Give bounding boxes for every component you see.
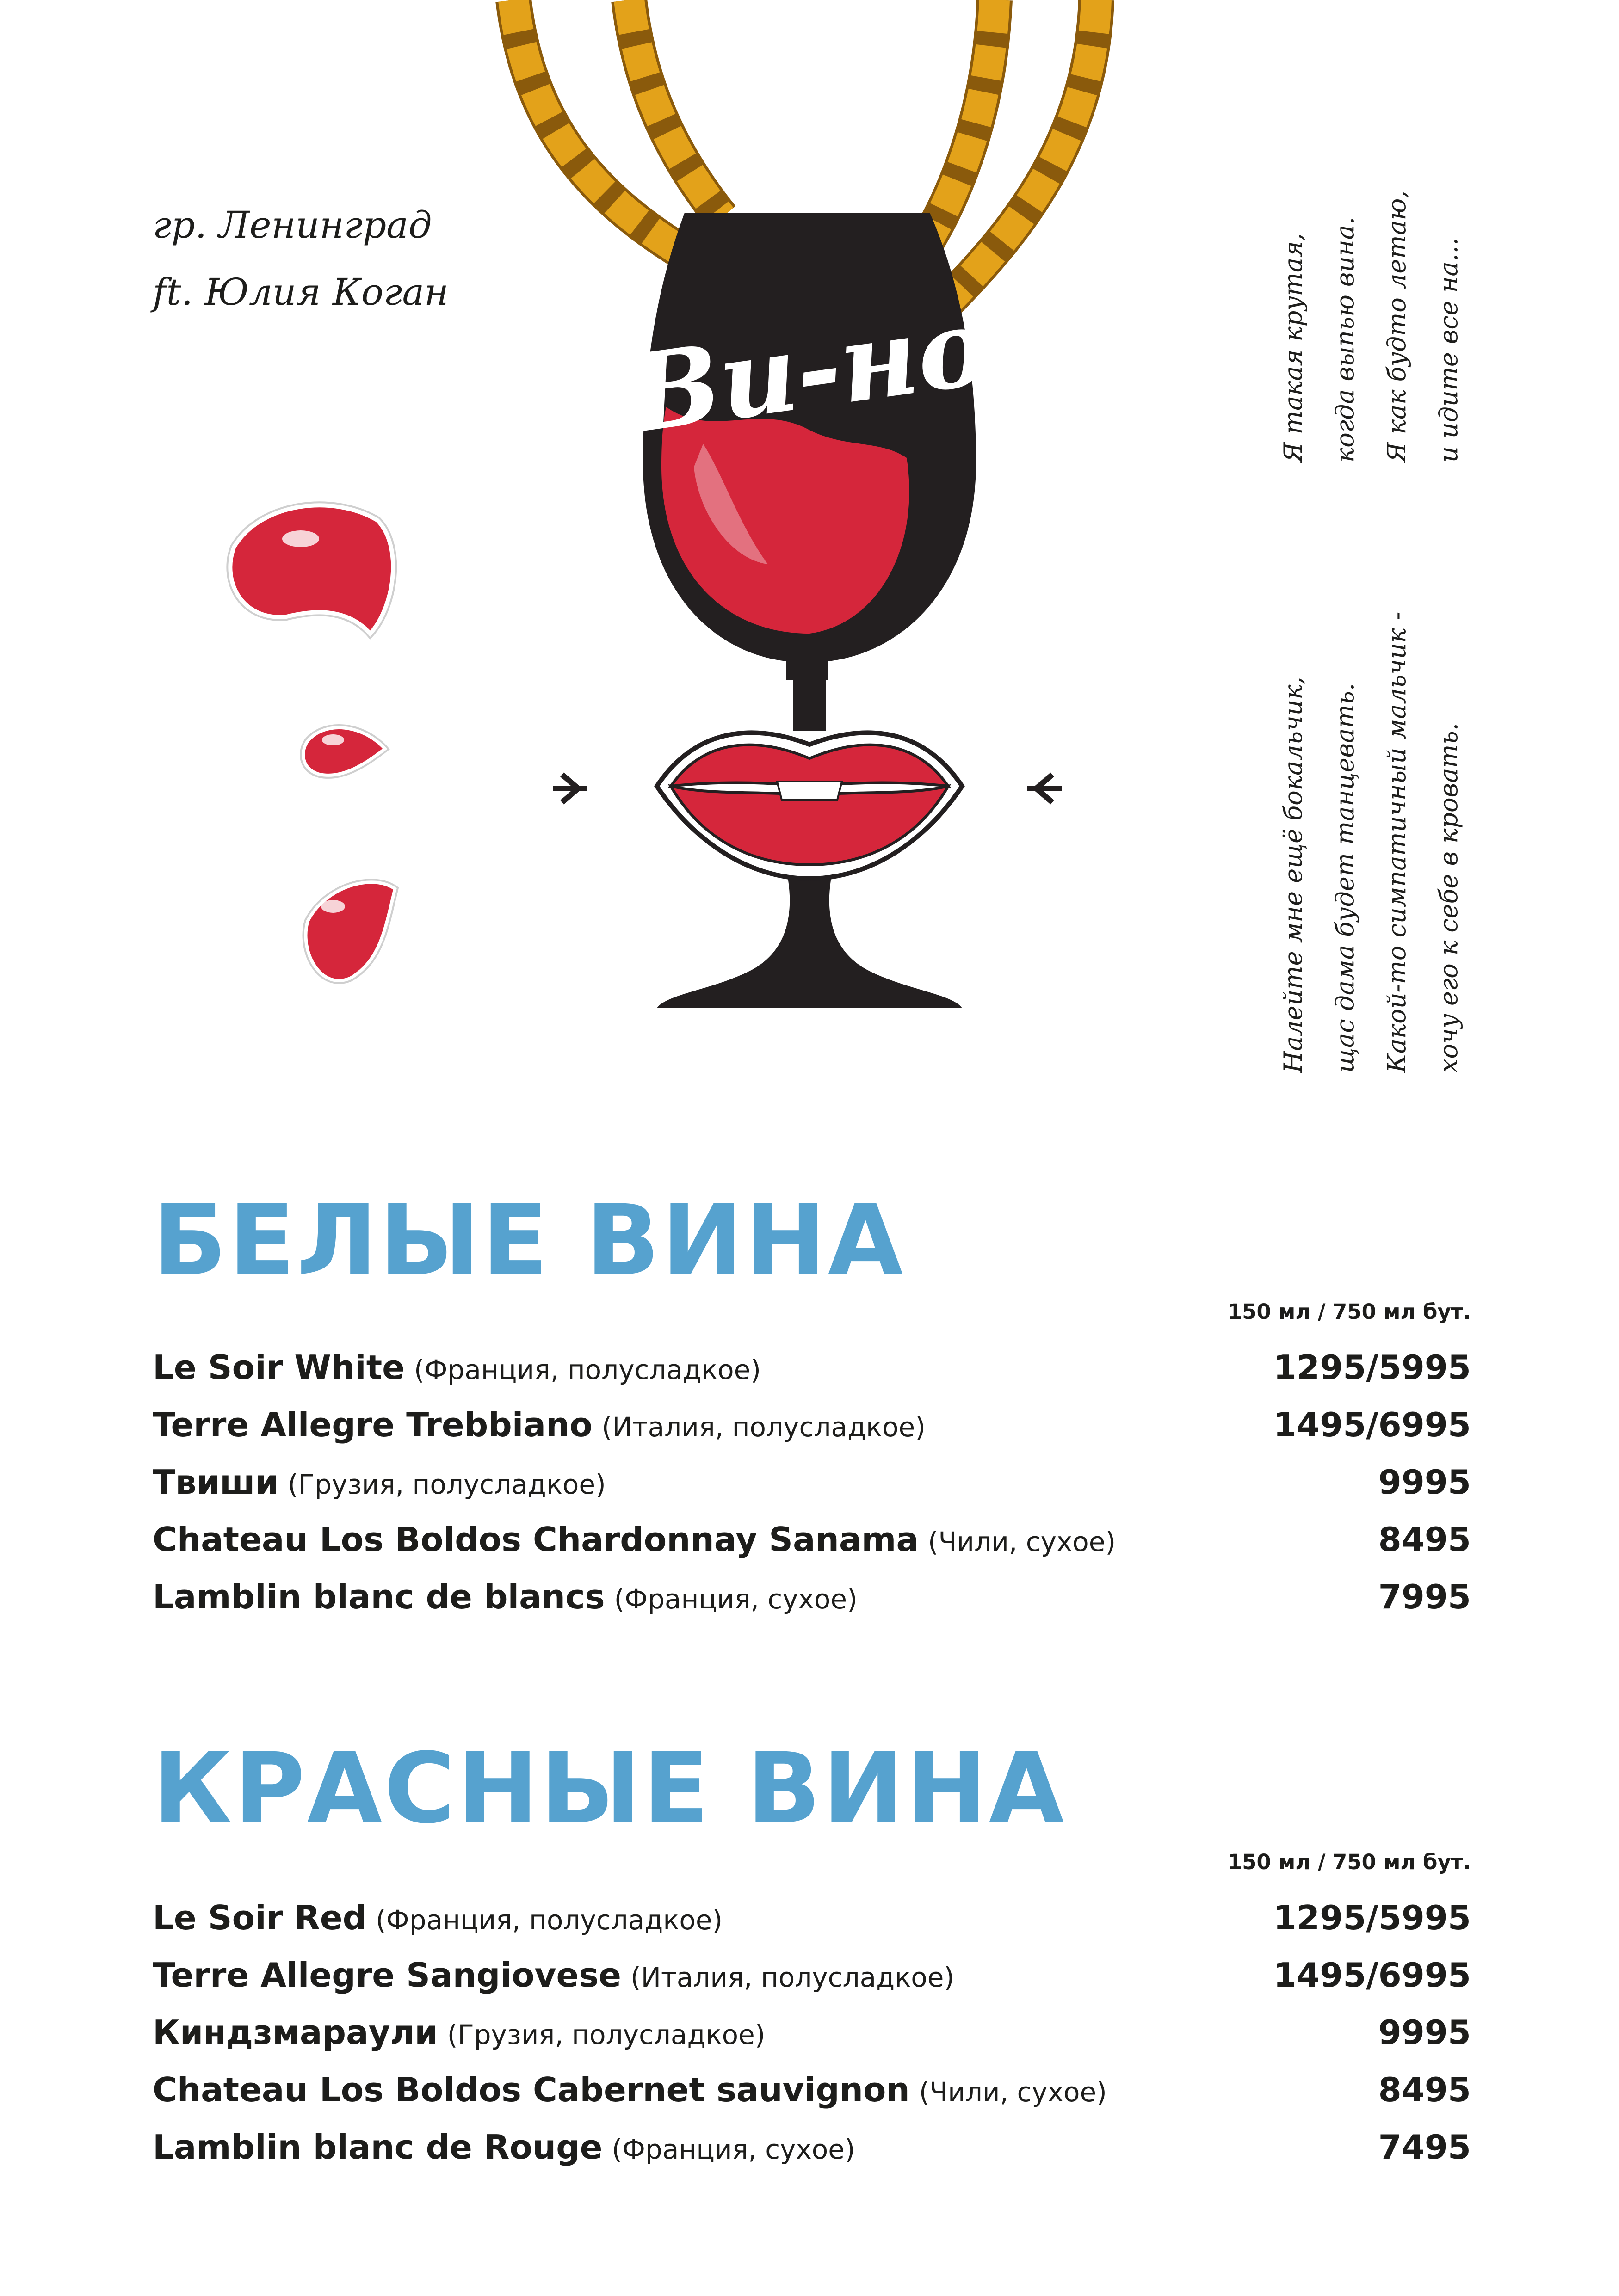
wine-price: 7495 — [1378, 2128, 1471, 2167]
wine-detail: (Грузия, полусладкое) — [447, 2019, 766, 2050]
wine-detail: (Чили, сухое) — [919, 2076, 1107, 2108]
wine-name: Chateau Los Boldos Chardonnay Sanama — [153, 1520, 919, 1559]
glass-title: Ви-но — [622, 283, 996, 457]
wine-row — [153, 2118, 1471, 2176]
wine-row — [153, 1568, 1471, 1625]
white-wines-title: БЕЛЫЕ ВИНА — [153, 1184, 905, 1297]
wine-name: Chateau Los Boldos Cabernet sauvignon — [153, 2070, 910, 2109]
wine-price: 8495 — [1378, 2070, 1471, 2109]
wine-price: 1495/6995 — [1273, 1956, 1471, 1994]
wine-drop-large-icon — [227, 502, 396, 638]
wine-name: Твиши — [153, 1463, 279, 1502]
wine-detail: (Грузия, полусладкое) — [288, 1469, 606, 1500]
wine-price: 1495/6995 — [1273, 1405, 1471, 1444]
wine-price: 9995 — [1378, 1463, 1471, 1502]
lyrics-block-2 — [1267, 612, 1475, 1073]
wine-drop-medium-icon — [303, 880, 398, 983]
wine-detail: (Италия, полусладкое) — [601, 1411, 926, 1443]
credit-feat: ft. Юлия Коган — [153, 271, 449, 314]
lyrics-line: Я такая крутая, — [1279, 233, 1308, 462]
wine-name-group — [153, 1463, 606, 1502]
credit-band: гр. Ленинград — [153, 203, 432, 246]
wine-name-group — [153, 1405, 926, 1444]
lyrics-line: хочу его к себе в кровать. — [1434, 723, 1463, 1073]
arrow-left-icon — [553, 775, 587, 802]
wine-name: Le Soir White — [153, 1348, 405, 1387]
wine-price: 1295/5995 — [1273, 1898, 1471, 1937]
wine-price: 9995 — [1378, 2013, 1471, 2052]
arrow-right-icon — [1027, 775, 1062, 802]
wine-row — [153, 1946, 1471, 2004]
wine-name-group — [153, 1898, 723, 1937]
white-wines-list — [153, 1339, 1471, 1625]
wine-name-group — [153, 2128, 855, 2167]
red-wines-volume-label: 150 мл / 750 мл бут. — [1227, 1850, 1471, 1874]
wine-detail: (Франция, сухое) — [614, 1583, 858, 1615]
wine-row — [153, 1396, 1471, 1453]
wine-detail: (Франция, полусладкое) — [376, 1904, 723, 1936]
wine-price: 1295/5995 — [1273, 1348, 1471, 1387]
wine-name-group — [153, 1956, 954, 1994]
lyrics-line: Я как будто летаю, — [1382, 190, 1411, 462]
wine-name: Terre Allegre Trebbiano — [153, 1405, 593, 1444]
lyrics-line: и идите все на... — [1434, 237, 1463, 462]
wine-name: Lamblin blanc de blancs — [153, 1577, 605, 1616]
lyrics-line: щас дама будет танцевать. — [1330, 683, 1359, 1073]
wine-detail: (Франция, сухое) — [612, 2134, 855, 2165]
wine-detail: (Чили, сухое) — [928, 1526, 1116, 1557]
wine-detail: (Италия, полусладкое) — [630, 1962, 955, 1993]
wine-name: Terre Allegre Sangiovese — [153, 1956, 621, 1994]
red-wines-title: КРАСНЫЕ ВИНА — [153, 1732, 1066, 1845]
wine-name: Le Soir Red — [153, 1898, 367, 1937]
wine-name-group — [153, 1577, 858, 1616]
wine-name-group — [153, 2070, 1107, 2109]
wine-name: Lamblin blanc de Rouge — [153, 2128, 603, 2167]
wine-row — [153, 2061, 1471, 2118]
lyrics-block-1 — [1267, 191, 1475, 462]
lyrics-line: Налейте мне ещё бокальчик, — [1279, 677, 1308, 1073]
white-wines-volume-label: 150 мл / 750 мл бут. — [1227, 1299, 1471, 1324]
wine-name-group — [153, 1348, 761, 1387]
wine-row — [153, 1511, 1471, 1568]
wine-detail: (Франция, полусладкое) — [414, 1354, 761, 1385]
wine-price: 8495 — [1378, 1520, 1471, 1559]
wine-name-group — [153, 2013, 765, 2052]
wine-drop-small-icon — [301, 725, 389, 778]
wine-price: 7995 — [1378, 1577, 1471, 1616]
lyrics-line: Какой-то симпатичный мальчик - — [1382, 611, 1411, 1073]
wine-name: Киндзмараули — [153, 2013, 438, 2052]
wine-row — [153, 1889, 1471, 1946]
red-wines-list — [153, 1889, 1471, 2176]
wine-name-group — [153, 1520, 1116, 1559]
lyrics-line: когда выпью вина. — [1330, 216, 1359, 462]
wine-row — [153, 2004, 1471, 2061]
wine-row — [153, 1453, 1471, 1511]
wine-row — [153, 1339, 1471, 1396]
lips-icon — [657, 733, 962, 879]
